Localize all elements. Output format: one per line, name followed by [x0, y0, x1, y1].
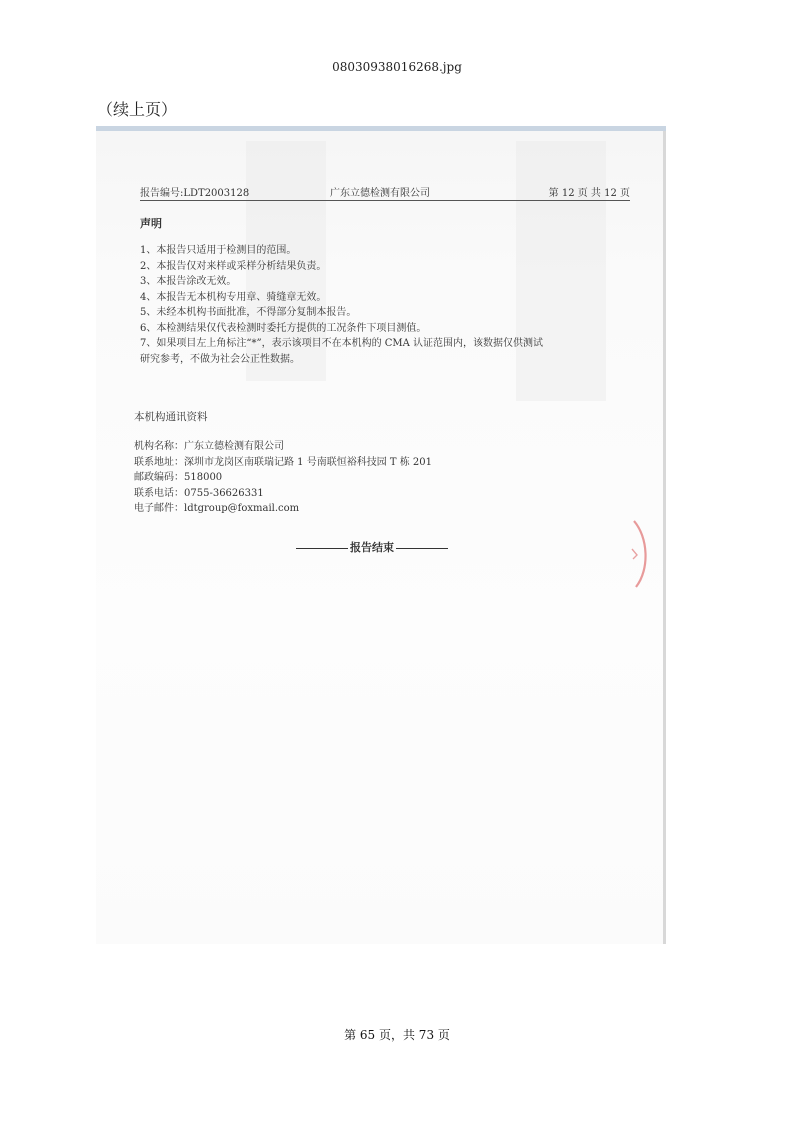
report-end-marker [296, 539, 448, 555]
statement-item: 7、如果项目左上角标注“*”，表示该项目不在本机构的 CMA 认证范围内，该数据仅供测试 [140, 338, 544, 349]
file-name: 08030938016268.jpg [332, 60, 462, 74]
report-page-info: 第 12 页 共 12 页 [548, 188, 630, 199]
statement-item: 1、本报告只适用于检测目的范围。 [140, 245, 297, 256]
statement-title: 声明 [140, 217, 162, 230]
report-company: 广东立德检测有限公司 [330, 188, 430, 199]
statement-item: 6、本检测结果仅代表检测时委托方提供的工况条件下项目测值。 [140, 322, 427, 334]
report-header [140, 184, 630, 201]
contact-value: 广东立德检测有限公司 [184, 441, 284, 452]
contact-label: 机构名称： [134, 441, 184, 452]
statement-item: 4、本报告无本机构专用章、骑缝章无效。 [140, 291, 327, 303]
statement-list [140, 243, 620, 367]
contact-value: ldtgroup@foxmail.com [184, 503, 300, 514]
contact-section-title: 本机构通讯资料 [134, 411, 208, 423]
continued-label: （续上页） [97, 100, 178, 119]
report-number: 报告编号:LDT2003128 [140, 188, 250, 199]
contact-label: 联系电话： [134, 487, 184, 499]
contact-row [134, 439, 432, 455]
contact-row [134, 455, 432, 471]
contact-row [134, 486, 432, 502]
seal-stamp-fragment [630, 519, 652, 589]
statement-item: 5、未经本机构书面批准，不得部分复制本报告。 [140, 307, 357, 318]
statement-item: 3、本报告涂改无效。 [140, 276, 237, 287]
page-footer: 第 65 页，共 73 页 [344, 1028, 450, 1042]
contact-list [134, 439, 432, 517]
end-dash-left [296, 548, 348, 549]
contact-label: 电子邮件： [134, 503, 184, 514]
contact-row [134, 501, 432, 517]
report-end-text: 报告结束 [350, 541, 394, 554]
end-dash-right [396, 548, 448, 549]
statement-item: 2、本报告仅对来样或采样分析结果负责。 [140, 260, 327, 272]
contact-label: 邮政编码： [134, 472, 184, 483]
contact-value: 518000 [184, 472, 223, 483]
contact-row [134, 470, 432, 486]
contact-label: 联系地址： [134, 456, 184, 468]
scanned-report-page [96, 126, 666, 944]
statement-item: 研究参考，不做为社会公正性数据。 [140, 353, 300, 365]
scan-edge [663, 131, 666, 944]
contact-value: 深圳市龙岗区南联瑞记路 1 号南联恒裕科技园 T 栋 201 [184, 456, 433, 468]
contact-value: 0755-36626331 [184, 487, 264, 499]
